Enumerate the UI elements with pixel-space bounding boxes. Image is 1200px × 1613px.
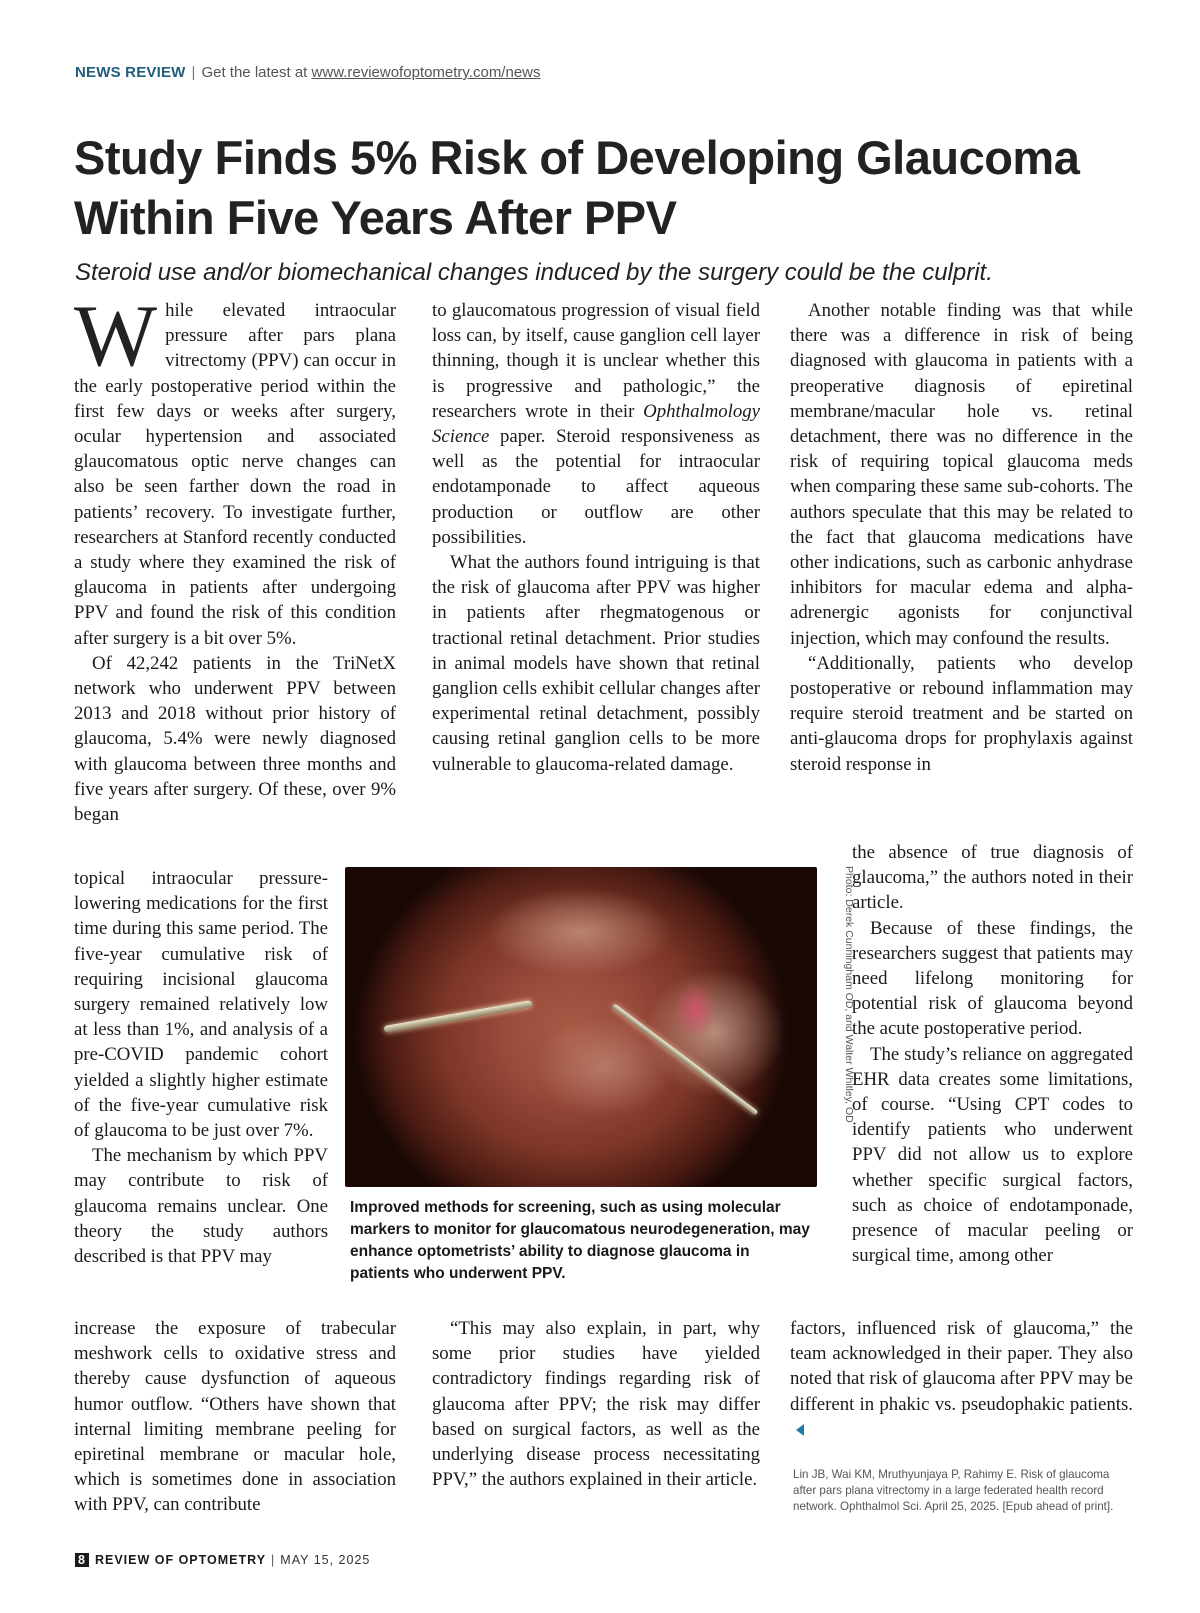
column-2-top — [432, 298, 760, 777]
col3-paragraph-1: Another notable finding was that while there was a difference in risk of being diagnosed with glaucoma in patients with a preoperative diagnosis of epiretinal membrane/macular hole vs. retinal detachment, there was no difference in the risk of requiring topical glaucoma meds when comparing these same sub-cohorts. The authors speculate that this may be related to the fact that glaucoma medications have other indications, such as carbonic anhydrase inhibitors for macular edema and alpha-adrenergic agonists for conjunctival injection, which may confound the results. — [790, 300, 1133, 649]
page-header — [75, 63, 541, 83]
footer-separator: | — [271, 1553, 276, 1567]
end-mark-icon — [796, 1424, 804, 1436]
column-1-top — [74, 288, 396, 827]
article-subtitle: Steroid use and/or biomechanical changes induced by the surgery could be the culprit. — [75, 259, 993, 286]
reference-citation: Lin JB, Wai KM, Mruthyunjaya P, Rahimy E. Risk of glaucoma after pars plana vitrectomy in a large federated health record network. Ophthalmol Sci. April 25, 2025. [Epub ahead of print]. — [793, 1468, 1114, 1513]
column-3-bottom — [790, 1316, 1133, 1442]
col3-paragraph-4-narrow: The study’s reliance on aggregated EHR data creates some limitations, of course. “Using CPT codes to identify patients who underwent PPV did not allow us to explore whether specific surgical factors, such as choice of endotamponade, presence of macular peeling or surgical time, among other — [852, 1043, 1133, 1267]
column-3-top — [790, 298, 1133, 777]
col3-paragraph-3: Because of these findings, the researchers suggest that patients may need lifelong monitoring for potential risk of glaucoma beyond the acute postoperative period. — [852, 917, 1133, 1040]
column-3-narrow — [852, 840, 1133, 1268]
page-number: 8 — [75, 1553, 89, 1567]
drop-cap: W — [74, 288, 158, 385]
col1-paragraph-2-top: Of 42,242 patients in the TriNetX network who underwent PPV between 2013 and 2018 without prior history of glaucoma, 5.4% were newly diagnosed with glaucoma between three months and five years after surgery. Of these, over 9% began — [74, 652, 396, 826]
publication-name: REVIEW OF OPTOMETRY — [94, 1553, 267, 1567]
figure-caption: Improved methods for screening, such as using molecular markers to monitor for glaucomatous neurodegeneration, may enhance optometrists’ ability to diagnose glaucoma in patients who underwent PPV. — [350, 1199, 810, 1282]
photo-credit — [842, 867, 856, 1187]
col1-paragraph-2-narrow: topical intraocular pressure-lowering medications for the first time during this same period. The five-year cumulative risk of requiring incisional glaucoma surgery remained relatively low at less than 1%, and analysis of a pre-COVID pandemic cohort yielded a slightly higher estimate of the five-year cumulative risk of glaucoma to be just over 7%. — [74, 868, 328, 1142]
page-footer — [75, 1551, 370, 1569]
section-label: NEWS REVIEW — [75, 64, 186, 81]
col1-paragraph-1: hile elevated intraocular pressure after pars plana vitrectomy (PPV) can occur in the early postoperative period within the first few days or weeks after surgery, ocular hypertension and associated glaucomatous optic nerve changes can also be seen farther down the road in patients’ recovery. To investigate further, researchers at Stanford recently conducted a study where they examined the risk of glaucoma in patients after undergoing PPV and found the risk of this condition after surgery is a bit over 5%. — [74, 300, 396, 649]
col3-paragraph-2-top: “Additionally, patients who develop postoperative or rebound inflammation may require steroid treatment and be started on anti-glaucoma drops for prophylaxis against steroid response in — [790, 652, 1133, 775]
col2-paragraph-2: What the authors found intriguing is that the risk of glaucoma after PPV was higher in patients after rhegmatogenous or tractional retinal detachment. Prior studies in animal models have shown that retinal ganglion cells exhibit cellular changes after experimental retinal detachment, possibly causing retinal ganglion cells to be more vulnerable to glaucoma-related damage. — [432, 552, 760, 775]
header-tagline: Get the latest at — [201, 64, 308, 81]
col2-paragraph-3: “This may also explain, in part, why some prior studies have yielded contradictory findings regarding risk of glaucoma after PPV; the risk may differ based on surgical factors, as well as the underlying disease process necessitating PPV,” the authors explained in their article. — [432, 1318, 760, 1491]
header-separator: | — [191, 64, 196, 81]
surgical-instrument-left — [384, 1000, 533, 1033]
column-2-bottom — [432, 1316, 760, 1492]
surgery-photo — [345, 867, 817, 1187]
issue-date: MAY 15, 2025 — [280, 1553, 371, 1567]
news-link[interactable]: www.reviewofoptometry.com/news — [311, 64, 541, 81]
photo-credit-text: Photo: Derek Cunningham OD, and Walter Whitley, OD — [843, 866, 855, 1123]
article-title: Study Finds 5% Risk of Developing Glaucoma Within Five Years After PPV — [74, 131, 1080, 244]
col1-paragraph-3-narrow: The mechanism by which PPV may contribute to risk of glaucoma remains unclear. One theory the study authors described is that PPV may — [74, 1145, 328, 1268]
col1-paragraph-3-bottom: increase the exposure of trabecular meshwork cells to oxidative stress and thereby cause dysfunction of aqueous humor outflow. “Others have shown that internal limiting membrane peeling for epiretinal membrane or macular hole, which is sometimes done in association with PPV, can contribute — [74, 1318, 396, 1516]
col2-paragraph-1a: to glaucomatous progression of visual field loss can, by itself, cause ganglion cell layer thinning, though it is unclear whether this is progressive and pathologic,” the researchers wrote in their — [432, 300, 760, 422]
column-1-narrow — [74, 866, 328, 1269]
col3-paragraph-4-bottom: factors, influenced risk of glaucoma,” the team acknowledged in their paper. They also noted that risk of glaucoma after PPV may be different in phakic vs. pseudophakic patients. — [790, 1318, 1133, 1415]
journal-name: Ophthalmology Science — [432, 400, 761, 448]
col2-paragraph-1b: paper. Steroid responsiveness as well as the potential for intraocular endotamponade to affect aqueous production or outflow are other possibilities. — [432, 426, 760, 548]
column-1-bottom — [74, 1316, 396, 1518]
col3-paragraph-2-narrow: the absence of true diagnosis of glaucoma,” the authors noted in their article. — [852, 842, 1133, 914]
